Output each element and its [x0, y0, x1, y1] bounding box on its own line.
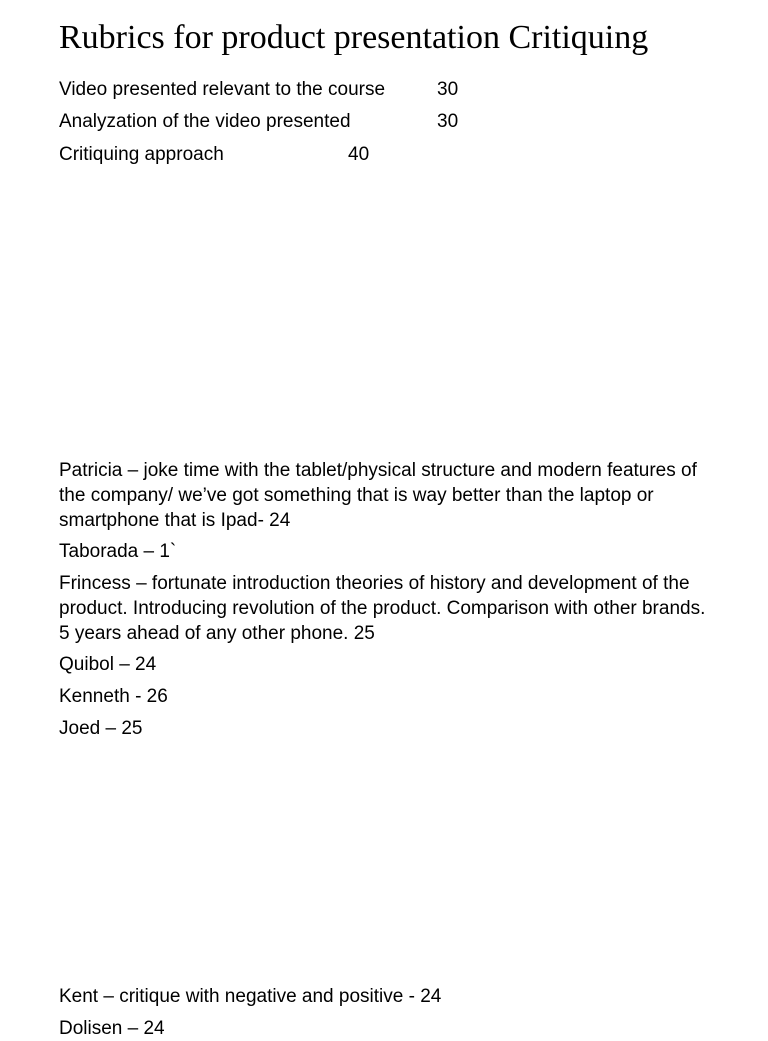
score-entry: Dolisen – 24 [59, 1018, 165, 1039]
rubric-row [59, 142, 370, 167]
rubric-points: 30 [437, 79, 459, 100]
page-title: Rubrics for product presentation Critiquing [59, 19, 649, 56]
rubric-criterion: Critiquing approach [59, 144, 224, 165]
rubric-row [59, 109, 459, 134]
score-entry: Taborada – 1` [59, 541, 177, 562]
rubric-points: 30 [437, 111, 459, 132]
rubric-row [59, 77, 459, 102]
rubric-criterion: Video presented relevant to the course [59, 79, 386, 100]
score-entry: Kenneth - 26 [59, 686, 168, 707]
score-entry: Frincess – fortunate introduction theories of history and development of the product. Introducing revolution of the product. Comparison with other brands. 5 years ahead of any other phone. 25 [59, 573, 706, 644]
score-entry: Kent – critique with negative and positive - 24 [59, 986, 442, 1007]
score-entry: Quibol – 24 [59, 654, 157, 675]
rubric-criterion: Analyzation of the video presented [59, 111, 351, 132]
rubric-points: 40 [348, 144, 370, 165]
score-entry: Patricia – joke time with the tablet/physical structure and modern features of the company/ we’ve got something that is way better than the laptop or smartphone that is Ipad- 24 [59, 460, 697, 531]
score-entry: Joed – 25 [59, 718, 143, 739]
